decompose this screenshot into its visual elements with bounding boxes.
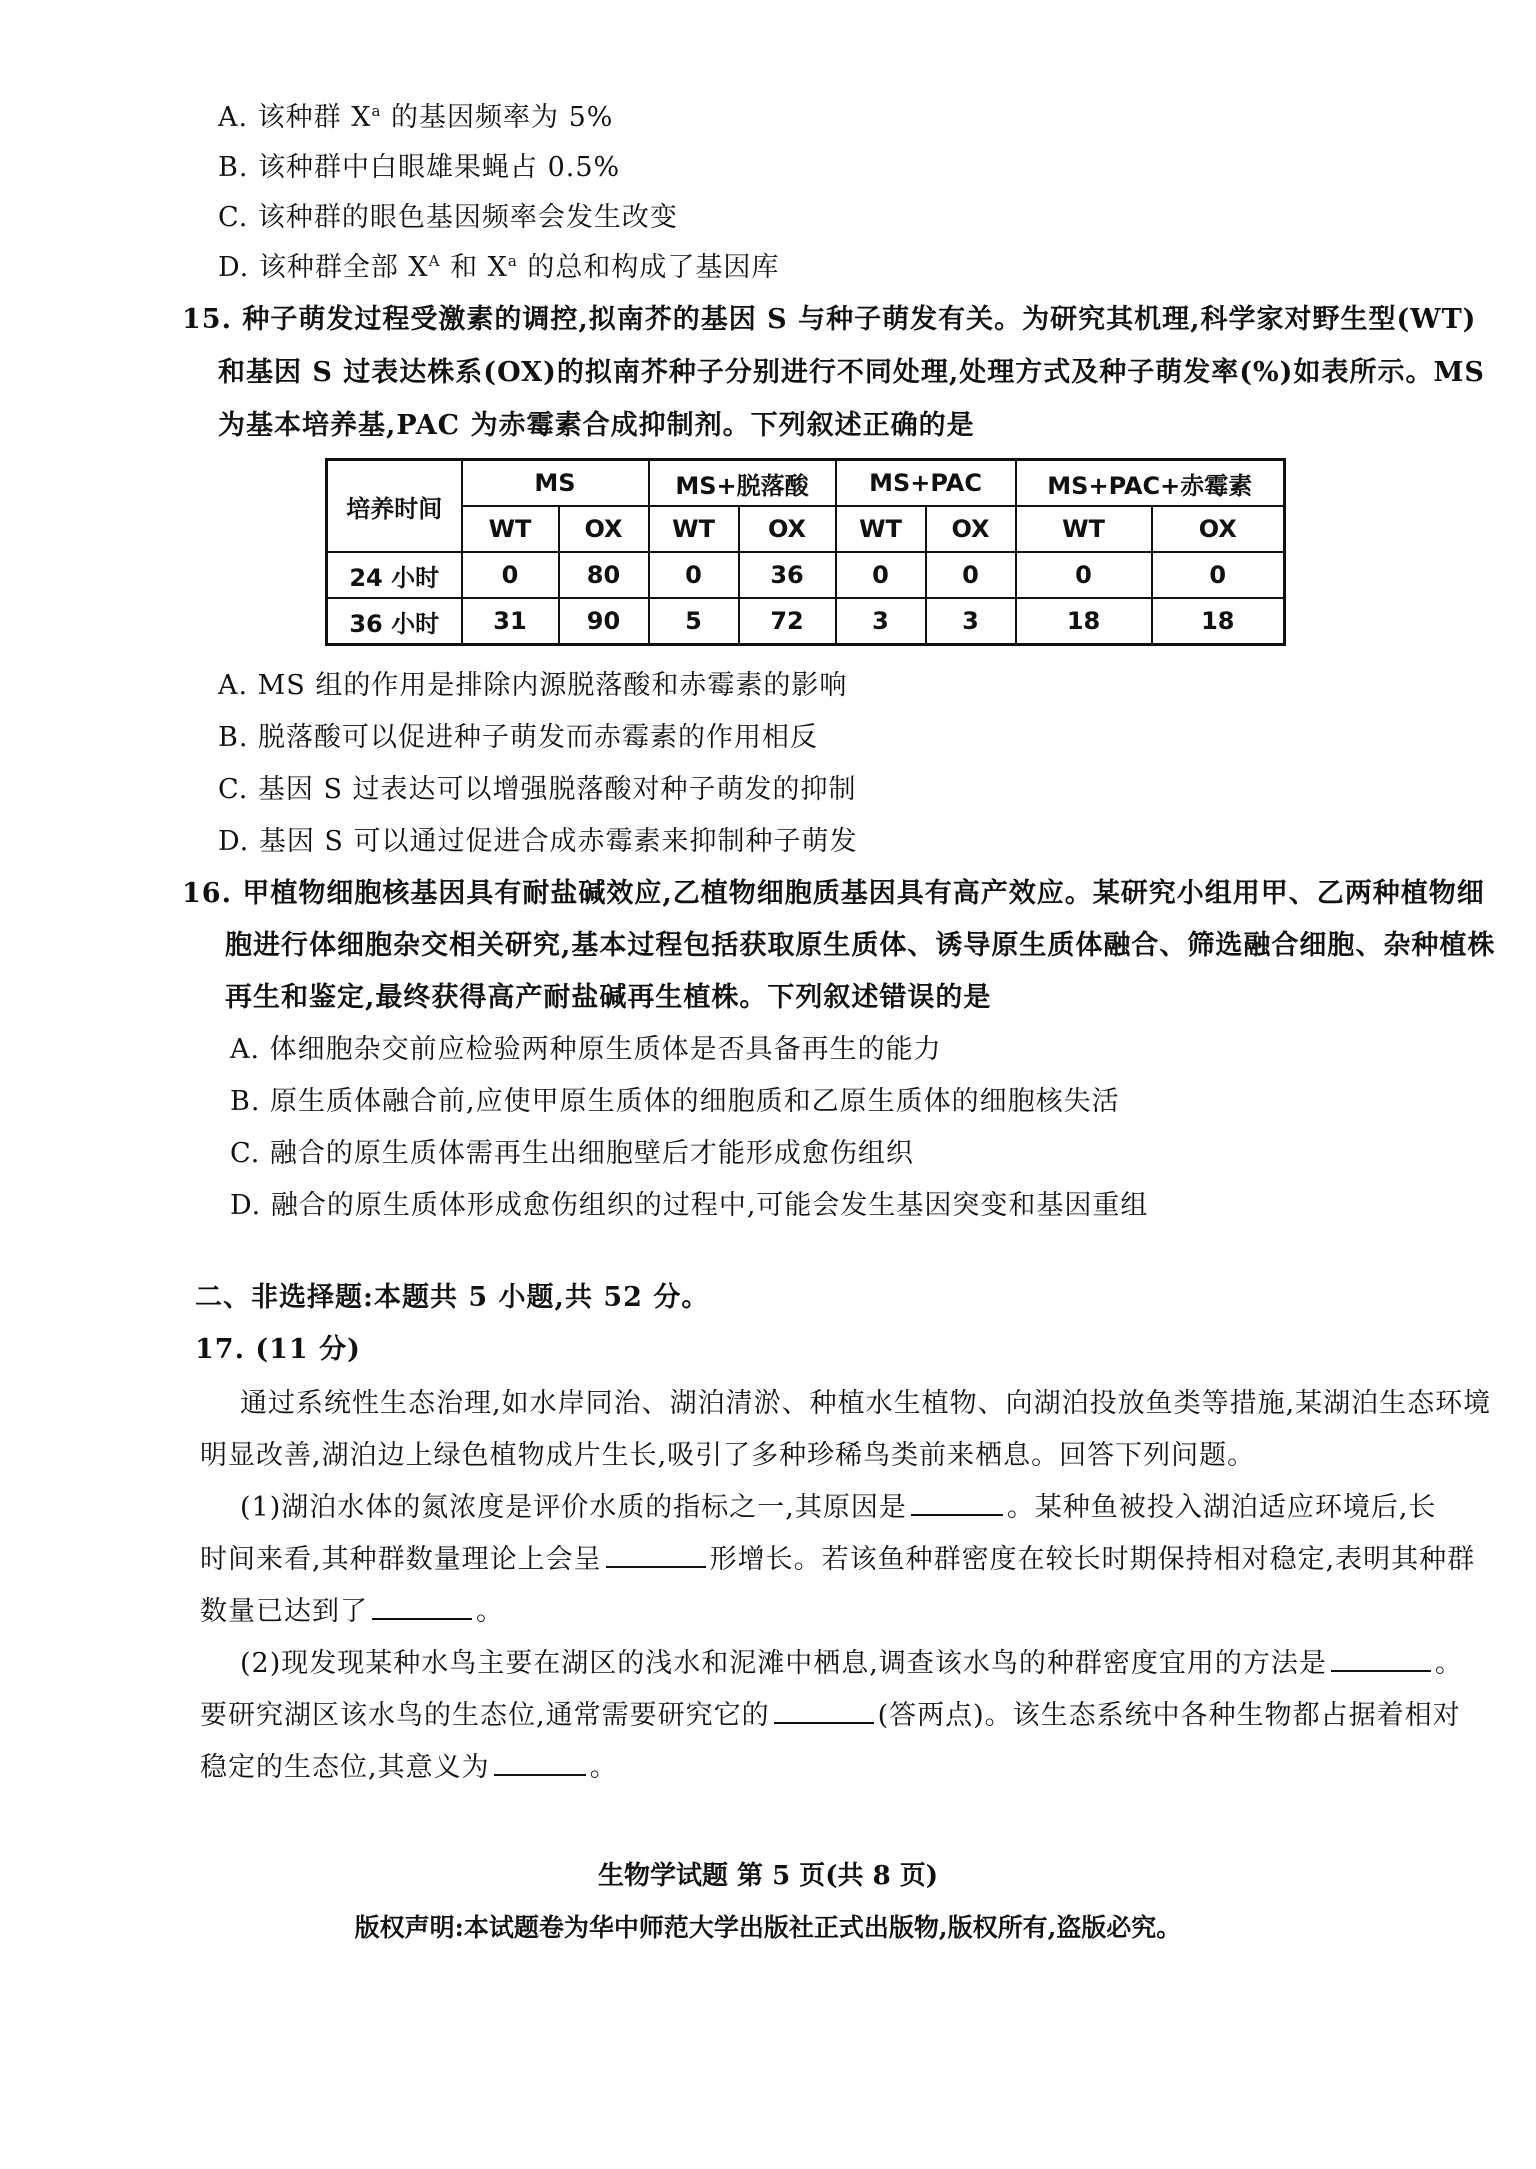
table-cell: 0 [1016, 552, 1152, 598]
page-footer: 生物学试题 第 5 页(共 8 页) [597, 1861, 939, 1891]
table-cell: 18 [1016, 598, 1152, 645]
q17-part2-text: 。 [589, 1752, 618, 1783]
q17-part1-line-2 [200, 1542, 1475, 1578]
answer-blank[interactable] [372, 1596, 472, 1620]
q17-part2-text: (2)现发现某种水鸟主要在湖区的浅水和泥滩中栖息,调查该水鸟的种群密度宜用的方法是 [240, 1648, 1327, 1679]
q17-part1-text: 。某种鱼被投入湖泊适应环境后,长 [1006, 1492, 1437, 1523]
q14-option-a-text-2: 的基因频率为 5% [381, 102, 614, 133]
table-cell: 5 [649, 598, 739, 645]
q15-stem-line-3: 为基本培养基,PAC 为赤霉素合成抑制剂。下列叙述正确的是 [218, 410, 975, 441]
table-sub-header: WT [1016, 506, 1152, 552]
q14-option-d [218, 250, 779, 286]
q15-stem-line-2: 和基因 S 过表达株系(OX)的拟南芥种子分别进行不同处理,处理方式及种子萌发率(%)如表所示。MS [218, 357, 1485, 388]
table-cell: 36 [739, 552, 836, 598]
q17-part1-text: 时间来看,其种群数量理论上会呈 [200, 1544, 602, 1575]
q14-option-b: B. 该种群中白眼雄果蝇占 0.5% [218, 152, 621, 183]
q17-part2-line-3 [200, 1750, 618, 1786]
table-cell: 31 [462, 598, 559, 645]
table-cell: 0 [1152, 552, 1285, 598]
q17-part1-text: 形增长。若该鱼种群密度在较长时期保持相对稳定,表明其种群 [709, 1544, 1476, 1575]
table-group-header: MS+PAC [836, 460, 1016, 507]
q14-option-c: C. 该种群的眼色基因频率会发生改变 [218, 202, 678, 233]
table-cell: 80 [559, 552, 649, 598]
table-cell: 90 [559, 598, 649, 645]
q17-part1-line-1 [240, 1490, 1436, 1526]
q17-label: 17. (11 分) [195, 1334, 361, 1365]
table-row [327, 598, 1285, 645]
q17-part1-text: 数量已达到了 [200, 1596, 368, 1627]
table-cell: 0 [836, 552, 926, 598]
q17-part1-line-3 [200, 1594, 504, 1630]
q14-option-d-sup-2: a [507, 252, 518, 270]
table-sub-header: WT [462, 506, 559, 552]
table-group-header: MS [462, 460, 649, 507]
q16-option-b: B. 原生质体融合前,应使甲原生质体的细胞质和乙原生质体的细胞核失活 [230, 1086, 1120, 1117]
q14-option-d-text-3: 的总和构成了基因库 [517, 252, 780, 283]
q14-option-d-text-1: D. 该种群全部 X [218, 252, 429, 283]
table-group-header: MS+PAC+赤霉素 [1016, 460, 1285, 507]
q15-germination-table [325, 458, 1286, 646]
q15-option-d: D. 基因 S 可以通过促进合成赤霉素来抑制种子萌发 [218, 826, 858, 857]
q17-part2-text: 要研究湖区该水鸟的生态位,通常需要研究它的 [200, 1700, 770, 1731]
table-cell: 3 [836, 598, 926, 645]
table-sub-header: OX [1152, 506, 1285, 552]
q17-part2-text: (答两点)。该生态系统中各种生物都占据着相对 [877, 1700, 1461, 1731]
q17-intro-line-2: 明显改善,湖泊边上绿色植物成片生长,吸引了多种珍稀鸟类前来栖息。回答下列问题。 [200, 1440, 1256, 1471]
q16-stem-line-3: 再生和鉴定,最终获得高产耐盐碱再生植株。下列叙述错误的是 [225, 982, 992, 1013]
q17-part2-line-1 [240, 1646, 1463, 1682]
table-sub-header: OX [739, 506, 836, 552]
answer-blank[interactable] [774, 1700, 874, 1724]
q14-option-a-text-1: A. 该种群 X [218, 102, 372, 133]
q14-option-a [218, 100, 613, 136]
table-sub-header: WT [836, 506, 926, 552]
table-cell: 18 [1152, 598, 1285, 645]
copyright-notice: 版权声明:本试题卷为华中师范大学出版社正式出版物,版权所有,盗版必究。 [354, 1913, 1182, 1942]
q16-stem-line-1: 16. 甲植物细胞核基因具有耐盐碱效应,乙植物细胞质基因具有高产效应。某研究小组用甲、乙两种植物细 [182, 878, 1485, 909]
q14-option-d-text-2: 和 X [440, 252, 508, 283]
section-heading: 二、非选择题:本题共 5 小题,共 52 分。 [195, 1282, 710, 1313]
answer-blank[interactable] [606, 1544, 706, 1568]
q17-part2-text: 。 [1434, 1648, 1463, 1679]
answer-blank[interactable] [1331, 1648, 1431, 1672]
table-cell: 0 [649, 552, 739, 598]
table-row-label: 36 小时 [327, 598, 462, 645]
answer-blank[interactable] [911, 1492, 1003, 1516]
q16-option-d: D. 融合的原生质体形成愈伤组织的过程中,可能会发生基因突变和基因重组 [230, 1190, 1149, 1221]
q16-option-c: C. 融合的原生质体需再生出细胞壁后才能形成愈伤组织 [230, 1138, 914, 1169]
q15-stem-line-1: 15. 种子萌发过程受激素的调控,拟南芥的基因 S 与种子萌发有关。为研究其机理,科学家对野生型(WT) [182, 304, 1477, 335]
q17-part2-line-2 [200, 1698, 1461, 1734]
q14-option-a-sup: a [371, 102, 382, 120]
table-sub-header: OX [926, 506, 1016, 552]
q17-intro-line-1: 通过系统性生态治理,如水岸同治、湖泊清淤、种植水生植物、向湖泊投放鱼类等措施,某湖泊生态环境 [240, 1388, 1492, 1419]
table-cell: 3 [926, 598, 1016, 645]
table-cell: 0 [926, 552, 1016, 598]
q15-option-a: A. MS 组的作用是排除内源脱落酸和赤霉素的影响 [218, 670, 848, 701]
q15-option-b: B. 脱落酸可以促进种子萌发而赤霉素的作用相反 [218, 722, 819, 753]
table-cell: 0 [462, 552, 559, 598]
q14-option-d-sup-1: A [428, 252, 441, 270]
q17-part1-text: 。 [476, 1596, 504, 1627]
table-cell: 72 [739, 598, 836, 645]
answer-blank[interactable] [494, 1752, 586, 1776]
table-sub-header: WT [649, 506, 739, 552]
q17-part1-text: (1)湖泊水体的氮浓度是评价水质的指标之一,其原因是 [240, 1492, 907, 1523]
q17-part2-text: 稳定的生态位,其意义为 [200, 1752, 490, 1783]
table-row [327, 552, 1285, 598]
q16-option-a: A. 体细胞杂交前应检验两种原生质体是否具备再生的能力 [230, 1034, 942, 1065]
q16-stem-line-2: 胞进行体细胞杂交相关研究,基本过程包括获取原生质体、诱导原生质体融合、筛选融合细胞、杂种植株 [225, 930, 1496, 961]
table-sub-header: OX [559, 506, 649, 552]
table-corner-header: 培养时间 [327, 460, 462, 553]
q15-option-c: C. 基因 S 过表达可以增强脱落酸对种子萌发的抑制 [218, 774, 857, 805]
table-group-header: MS+脱落酸 [649, 460, 836, 507]
table-row-label: 24 小时 [327, 552, 462, 598]
